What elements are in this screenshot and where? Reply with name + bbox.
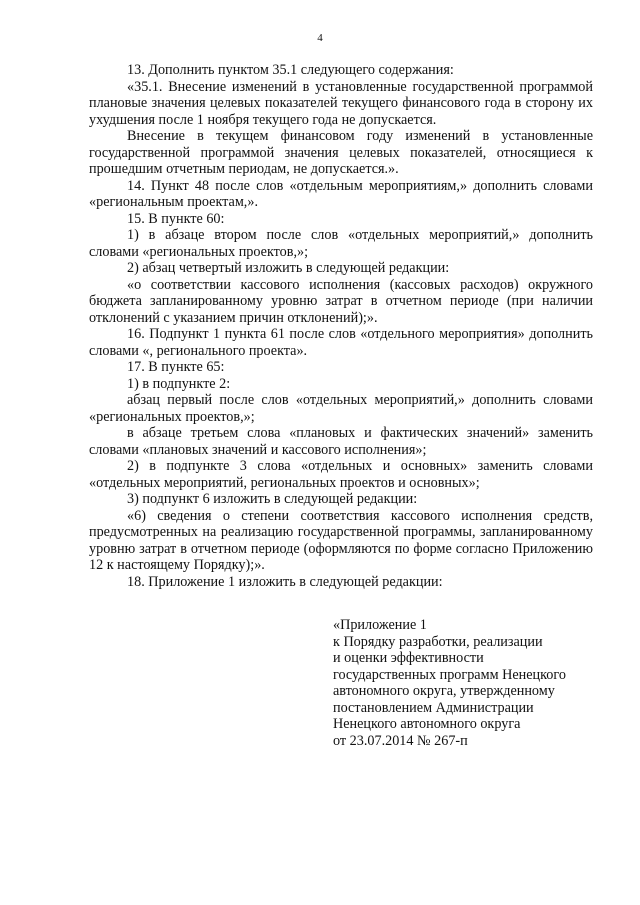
- paragraph-item-17-1-b: в абзаце третьем слова «плановых и фактических значений» заменить словами «плановых значений и кассового исполнения»;: [89, 425, 593, 458]
- appendix-line: автономного округа, утвержденному: [333, 683, 555, 699]
- paragraph-item-17-3-text: «6) сведения о степени соответствия кассового исполнения средств, предусмотренных на реализацию государственной программы, запланированному уровню затрат в отчетном периоде (оформляются по форме согласно Приложению 12 к настоящему Порядку);».: [89, 507, 593, 573]
- paragraph-item-15-2: 2) абзац четвертый изложить в следующей редакции:: [127, 260, 450, 276]
- paragraph-quote-continuation: Внесение в текущем финансовом году изменений в установленные государственной программой значения целевых показателей, относящиеся к прошедшим отчетным периодам, не допускается.».: [89, 128, 593, 177]
- paragraph-item-18: 18. Приложение 1 изложить в следующей редакции:: [127, 573, 443, 590]
- paragraph-quote-35-1: «35.1. Внесение изменений в установленные государственной программой плановые значения целевых показателей текущего финансового года в сторону их ухудшения после 1 ноября текущего года не допускается.: [89, 78, 593, 128]
- appendix-line: от 23.07.2014 № 267-п: [333, 732, 468, 749]
- paragraph-item-17-1: 1) в подпункте 2:: [127, 375, 231, 392]
- appendix-line: к Порядку разработки, реализации: [333, 633, 543, 650]
- paragraph-item-17-2: 2) в подпункте 3 слова «отдельных и основных» заменить словами «отдельных мероприятий, региональных проектов и основных»;: [89, 458, 593, 491]
- page-number: 4: [317, 32, 323, 44]
- appendix-heading-block: [333, 617, 623, 749]
- paragraph-item-14: 14. Пункт 48 после слов «отдельным мероприятиям,» дополнить словами «региональным проектам,».: [89, 177, 593, 210]
- appendix-line: Ненецкого автономного округа: [333, 716, 521, 732]
- paragraph-item-17-1-a: абзац первый после слов «отдельных мероприятий,» дополнить словами «региональных проектов,»;: [89, 392, 593, 425]
- paragraph-item-17: 17. В пункте 65:: [127, 359, 225, 375]
- paragraph-item-17-3: 3) подпункт 6 изложить в следующей редакции:: [127, 491, 418, 507]
- paragraph-item-15-1: 1) в абзаце втором после слов «отдельных мероприятий,» дополнить словами «региональных проектов,»;: [89, 227, 593, 260]
- appendix-line: «Приложение 1: [333, 617, 427, 633]
- appendix-line: государственных программ Ненецкого: [333, 666, 566, 683]
- appendix-line: постановлением Администрации: [333, 699, 534, 716]
- paragraph-item-15: 15. В пункте 60:: [127, 210, 225, 227]
- appendix-line: и оценки эффективности: [333, 650, 484, 666]
- paragraph-item-16: 16. Подпункт 1 пункта 61 после слов «отдельного мероприятия» дополнить словами «, регионального проекта».: [89, 326, 593, 359]
- paragraph-item-15-2-text: «о соответствии кассового исполнения (кассовых расходов) окружного бюджета запланированному уровню затрат в отчетном периоде (при наличии отклонений с указанием причин отклонений);».: [89, 276, 593, 326]
- document-body: [89, 62, 593, 590]
- paragraph-item-13: 13. Дополнить пунктом 35.1 следующего содержания:: [127, 62, 454, 78]
